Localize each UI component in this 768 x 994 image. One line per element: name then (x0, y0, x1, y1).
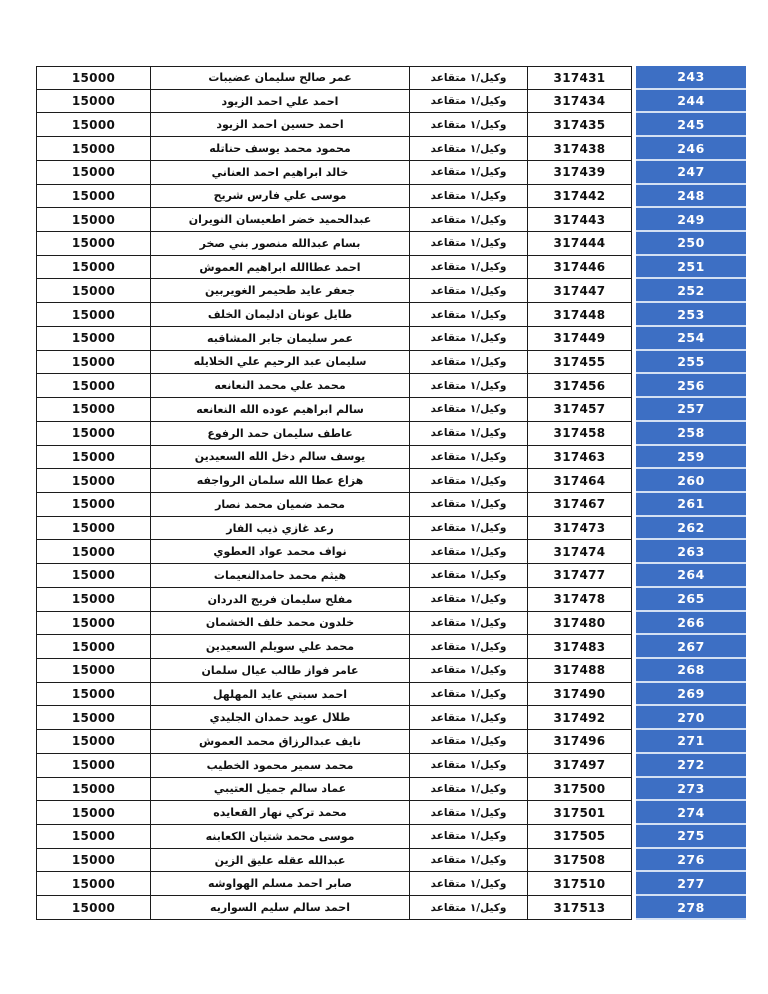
name-cell: احمد حسين احمد الزيود (151, 113, 410, 137)
name-cell: عبدالحميد خضر اطعيسان النويران (151, 208, 410, 232)
salary-cell: 15000 (36, 327, 151, 351)
rank-cell: وكيل/١ متقاعد (410, 730, 528, 754)
table-row (36, 588, 746, 612)
table-row (36, 659, 746, 683)
salary-cell: 15000 (36, 683, 151, 707)
name-cell: احمد سبتي عايد المهلهل (151, 683, 410, 707)
salary-cell: 15000 (36, 256, 151, 280)
salary-cell: 15000 (36, 896, 151, 920)
salary-cell: 15000 (36, 778, 151, 802)
id-cell: 317474 (528, 540, 632, 564)
id-cell: 317446 (528, 256, 632, 280)
table-row (36, 137, 746, 161)
name-cell: نواف محمد عواد العطوي (151, 540, 410, 564)
id-cell: 317508 (528, 849, 632, 873)
rank-cell: وكيل/١ متقاعد (410, 256, 528, 280)
row-number-cell: 245 (636, 113, 746, 137)
row-number-cell: 243 (636, 66, 746, 90)
id-cell: 317455 (528, 351, 632, 375)
row-number-cell: 250 (636, 232, 746, 256)
id-cell: 317490 (528, 683, 632, 707)
id-cell: 317448 (528, 303, 632, 327)
row-number-cell: 258 (636, 422, 746, 446)
salary-cell: 15000 (36, 279, 151, 303)
name-cell: سليمان عبد الرحيم علي الخلايله (151, 351, 410, 375)
salary-cell: 15000 (36, 540, 151, 564)
name-cell: سالم ابراهيم عوده الله النعانعه (151, 398, 410, 422)
id-cell: 317431 (528, 66, 632, 90)
rank-cell: وكيل/١ متقاعد (410, 588, 528, 612)
rank-cell: وكيل/١ متقاعد (410, 279, 528, 303)
row-number-cell: 265 (636, 588, 746, 612)
id-cell: 317513 (528, 896, 632, 920)
table-row (36, 232, 746, 256)
row-number-cell: 263 (636, 540, 746, 564)
salary-cell: 15000 (36, 398, 151, 422)
table-row (36, 612, 746, 636)
salary-cell: 15000 (36, 872, 151, 896)
id-cell: 317444 (528, 232, 632, 256)
row-number-cell: 272 (636, 754, 746, 778)
table-row (36, 90, 746, 114)
table-row (36, 161, 746, 185)
row-number-cell: 274 (636, 801, 746, 825)
name-cell: عاطف سليمان حمد الرفوع (151, 422, 410, 446)
id-cell: 317496 (528, 730, 632, 754)
name-cell: محمد تركي نهار القعايده (151, 801, 410, 825)
id-cell: 317488 (528, 659, 632, 683)
salary-cell: 15000 (36, 303, 151, 327)
salary-cell: 15000 (36, 66, 151, 90)
salary-cell: 15000 (36, 612, 151, 636)
rank-cell: وكيل/١ متقاعد (410, 422, 528, 446)
rank-cell: وكيل/١ متقاعد (410, 446, 528, 470)
salary-cell: 15000 (36, 161, 151, 185)
name-cell: عمر صالح سليمان عضيبات (151, 66, 410, 90)
table-row (36, 185, 746, 209)
name-cell: محمد علي سويلم السعيدين (151, 635, 410, 659)
table-row (36, 517, 746, 541)
table-row (36, 374, 746, 398)
rank-cell: وكيل/١ متقاعد (410, 113, 528, 137)
salary-cell: 15000 (36, 706, 151, 730)
rank-cell: وكيل/١ متقاعد (410, 517, 528, 541)
rank-cell: وكيل/١ متقاعد (410, 778, 528, 802)
rank-cell: وكيل/١ متقاعد (410, 90, 528, 114)
id-cell: 317497 (528, 754, 632, 778)
name-cell: بسام عبدالله منصور بني صخر (151, 232, 410, 256)
row-number-cell: 275 (636, 825, 746, 849)
name-cell: عماد سالم جميل العتيبي (151, 778, 410, 802)
row-number-cell: 271 (636, 730, 746, 754)
table-row (36, 564, 746, 588)
row-number-cell: 276 (636, 849, 746, 873)
rank-cell: وكيل/١ متقاعد (410, 706, 528, 730)
table-row (36, 872, 746, 896)
row-number-cell: 254 (636, 327, 746, 351)
rank-cell: وكيل/١ متقاعد (410, 683, 528, 707)
salary-cell: 15000 (36, 588, 151, 612)
name-cell: احمد سالم سليم السواريه (151, 896, 410, 920)
rank-cell: وكيل/١ متقاعد (410, 564, 528, 588)
rank-cell: وكيل/١ متقاعد (410, 825, 528, 849)
id-cell: 317447 (528, 279, 632, 303)
row-number-cell: 256 (636, 374, 746, 398)
table-row (36, 896, 746, 920)
table-row (36, 825, 746, 849)
table-row (36, 279, 746, 303)
row-number-cell: 277 (636, 872, 746, 896)
rank-cell: وكيل/١ متقاعد (410, 493, 528, 517)
id-cell: 317464 (528, 469, 632, 493)
rank-cell: وكيل/١ متقاعد (410, 754, 528, 778)
rank-cell: وكيل/١ متقاعد (410, 66, 528, 90)
rank-cell: وكيل/١ متقاعد (410, 232, 528, 256)
rank-cell: وكيل/١ متقاعد (410, 398, 528, 422)
id-cell: 317434 (528, 90, 632, 114)
id-cell: 317478 (528, 588, 632, 612)
salary-cell: 15000 (36, 90, 151, 114)
rank-cell: وكيل/١ متقاعد (410, 137, 528, 161)
rank-cell: وكيل/١ متقاعد (410, 351, 528, 375)
table-row (36, 446, 746, 470)
id-cell: 317463 (528, 446, 632, 470)
salary-cell: 15000 (36, 564, 151, 588)
salary-cell: 15000 (36, 469, 151, 493)
row-number-cell: 267 (636, 635, 746, 659)
table-row (36, 540, 746, 564)
salary-cell: 15000 (36, 351, 151, 375)
id-cell: 317435 (528, 113, 632, 137)
id-cell: 317473 (528, 517, 632, 541)
row-number-cell: 246 (636, 137, 746, 161)
name-cell: خالد ابراهيم احمد العناني (151, 161, 410, 185)
rank-cell: وكيل/١ متقاعد (410, 635, 528, 659)
id-cell: 317500 (528, 778, 632, 802)
name-cell: خلدون محمد خلف الخشمان (151, 612, 410, 636)
row-number-cell: 270 (636, 706, 746, 730)
table-row (36, 398, 746, 422)
table-row (36, 208, 746, 232)
table-row (36, 256, 746, 280)
id-cell: 317458 (528, 422, 632, 446)
row-number-cell: 260 (636, 469, 746, 493)
row-number-cell: 262 (636, 517, 746, 541)
name-cell: احمد علي احمد الزيود (151, 90, 410, 114)
name-cell: رعد غازي ذيب الفار (151, 517, 410, 541)
table-row (36, 801, 746, 825)
row-number-cell: 247 (636, 161, 746, 185)
id-cell: 317477 (528, 564, 632, 588)
rank-cell: وكيل/١ متقاعد (410, 374, 528, 398)
name-cell: مفلح سليمان فريج الدردان (151, 588, 410, 612)
id-cell: 317510 (528, 872, 632, 896)
row-number-cell: 257 (636, 398, 746, 422)
name-cell: محمد سمير محمود الخطيب (151, 754, 410, 778)
rank-cell: وكيل/١ متقاعد (410, 612, 528, 636)
name-cell: محمد علي محمد النعانعه (151, 374, 410, 398)
name-cell: هزاع عطا الله سلمان الرواجفه (151, 469, 410, 493)
table-row (36, 303, 746, 327)
rank-cell: وكيل/١ متقاعد (410, 659, 528, 683)
rank-cell: وكيل/١ متقاعد (410, 327, 528, 351)
salary-cell: 15000 (36, 801, 151, 825)
table-row (36, 778, 746, 802)
salary-cell: 15000 (36, 137, 151, 161)
rank-cell: وكيل/١ متقاعد (410, 849, 528, 873)
rank-cell: وكيل/١ متقاعد (410, 303, 528, 327)
salary-cell: 15000 (36, 849, 151, 873)
row-number-cell: 253 (636, 303, 746, 327)
salary-cell: 15000 (36, 446, 151, 470)
salary-cell: 15000 (36, 517, 151, 541)
salary-cell: 15000 (36, 208, 151, 232)
name-cell: محمد ضميان محمد نصار (151, 493, 410, 517)
table-row (36, 351, 746, 375)
table-row (36, 327, 746, 351)
row-number-cell: 251 (636, 256, 746, 280)
name-cell: يوسف سالم دخل الله السعيدين (151, 446, 410, 470)
row-number-cell: 278 (636, 896, 746, 920)
salary-cell: 15000 (36, 374, 151, 398)
row-number-cell: 259 (636, 446, 746, 470)
id-cell: 317467 (528, 493, 632, 517)
rank-cell: وكيل/١ متقاعد (410, 801, 528, 825)
id-cell: 317483 (528, 635, 632, 659)
table-row (36, 113, 746, 137)
table-row (36, 493, 746, 517)
row-number-cell: 273 (636, 778, 746, 802)
name-cell: طلال عويد حمدان الجليدي (151, 706, 410, 730)
id-cell: 317439 (528, 161, 632, 185)
name-cell: محمود محمد يوسف حناتله (151, 137, 410, 161)
id-cell: 317480 (528, 612, 632, 636)
id-cell: 317505 (528, 825, 632, 849)
rank-cell: وكيل/١ متقاعد (410, 208, 528, 232)
row-number-cell: 264 (636, 564, 746, 588)
row-number-cell: 268 (636, 659, 746, 683)
rank-cell: وكيل/١ متقاعد (410, 161, 528, 185)
rank-cell: وكيل/١ متقاعد (410, 896, 528, 920)
salary-cell: 15000 (36, 754, 151, 778)
name-cell: موسى محمد شتيان الكعابنه (151, 825, 410, 849)
row-number-cell: 261 (636, 493, 746, 517)
row-number-cell: 252 (636, 279, 746, 303)
id-cell: 317456 (528, 374, 632, 398)
id-cell: 317501 (528, 801, 632, 825)
id-cell: 317442 (528, 185, 632, 209)
salary-cell: 15000 (36, 825, 151, 849)
rank-cell: وكيل/١ متقاعد (410, 185, 528, 209)
table-row (36, 66, 746, 90)
id-cell: 317457 (528, 398, 632, 422)
name-cell: احمد عطاالله ابراهيم العموش (151, 256, 410, 280)
salary-cell: 15000 (36, 730, 151, 754)
id-cell: 317443 (528, 208, 632, 232)
name-cell: جعفر عايد طحيمر الغويربين (151, 279, 410, 303)
salary-cell: 15000 (36, 422, 151, 446)
table-row (36, 706, 746, 730)
salary-cell: 15000 (36, 659, 151, 683)
name-cell: طايل عونان ادليمان الخلف (151, 303, 410, 327)
row-number-cell: 266 (636, 612, 746, 636)
id-cell: 317438 (528, 137, 632, 161)
id-cell: 317492 (528, 706, 632, 730)
salary-cell: 15000 (36, 232, 151, 256)
salary-cell: 15000 (36, 113, 151, 137)
name-cell: هيثم محمد حامدالنعيمات (151, 564, 410, 588)
name-cell: عبدالله عقله عليق الزين (151, 849, 410, 873)
row-number-cell: 248 (636, 185, 746, 209)
table-row (36, 730, 746, 754)
salary-cell: 15000 (36, 635, 151, 659)
name-cell: نايف عبدالرزاق محمد العموش (151, 730, 410, 754)
table-row (36, 422, 746, 446)
table-row (36, 469, 746, 493)
salary-cell: 15000 (36, 185, 151, 209)
id-cell: 317449 (528, 327, 632, 351)
row-number-cell: 269 (636, 683, 746, 707)
rank-cell: وكيل/١ متقاعد (410, 872, 528, 896)
rank-cell: وكيل/١ متقاعد (410, 540, 528, 564)
name-cell: موسى علي فارس شريح (151, 185, 410, 209)
name-cell: صابر احمد مسلم الهواوشه (151, 872, 410, 896)
table-row (36, 754, 746, 778)
name-cell: عمر سليمان جابر المشاقبه (151, 327, 410, 351)
name-cell: عامر فواز طالب عيال سلمان (151, 659, 410, 683)
table-row (36, 683, 746, 707)
rank-cell: وكيل/١ متقاعد (410, 469, 528, 493)
row-number-cell: 244 (636, 90, 746, 114)
row-number-cell: 255 (636, 351, 746, 375)
salary-cell: 15000 (36, 493, 151, 517)
table-row (36, 849, 746, 873)
table-row (36, 635, 746, 659)
pension-table (36, 66, 746, 920)
row-number-cell: 249 (636, 208, 746, 232)
